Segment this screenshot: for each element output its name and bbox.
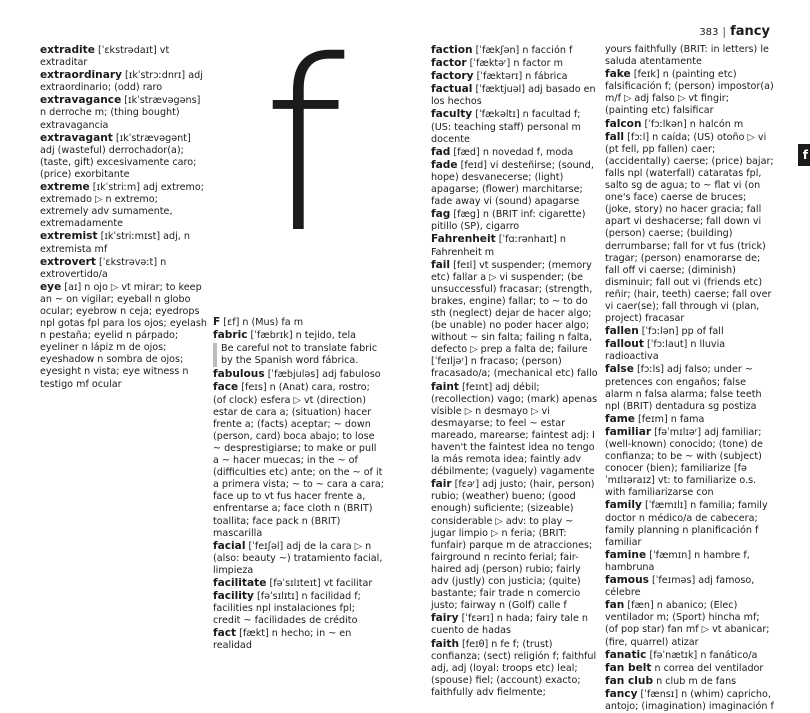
headword: extremist (40, 230, 98, 243)
dictionary-entry (40, 44, 208, 69)
definition: [fəˈsɪlɪteɪt] vt facilitar (266, 577, 373, 589)
definition: [aɪ] n ojo ▷ vt mirar; to keep an ~ on vigilar; eyeball n globo ocular; eyebrow n ceja; eyedrops npl gotas fpl para los ojos; eyelash n pestaña; eyelid n párpado; eyeliner n lápiz m de ojos; eyeshadow n sombra de ojos; eyesight n vista; eye witness n testigo mf ocular (40, 281, 207, 390)
definition: [ˈfæmɪlɪ] n familia; family doctor n médico/a de cabecera; family planning n planificación f familiar (605, 500, 768, 548)
dictionary-entry (431, 70, 601, 83)
dictionary-entry (605, 499, 775, 548)
headword: fame (605, 412, 635, 425)
headword: fabric (213, 329, 248, 342)
dictionary-entry (40, 281, 208, 391)
headword: familiar (605, 425, 652, 438)
dictionary-entry (605, 413, 775, 426)
definition: [feɪd] vi desteñirse; (sound, hope) desvanecerse; (light) apagarse; (flower) marchitarse; fade away vi (sound) apagarse (431, 159, 594, 208)
headword: fabulous (213, 368, 265, 381)
definition: [fæd] n novedad f, moda (450, 146, 574, 158)
usage-note (213, 343, 385, 367)
dictionary-entry (431, 381, 601, 479)
dictionary-entry (431, 159, 601, 208)
dictionary-entry (213, 329, 385, 342)
headword: faint (431, 380, 459, 393)
definition: [ˈfɛərɪ] n hada; fairy tale n cuento de hadas (431, 613, 589, 637)
definition: [fəˈsɪlɪtɪ] n facilidad f; facilities npl instalaciones fpl; credit ~ facilidades de crédito (213, 591, 361, 627)
dictionary-entry (605, 426, 775, 500)
headword: fan club (605, 674, 654, 687)
definition: n club m de fans (653, 675, 737, 687)
headword: facilitate (213, 576, 267, 589)
dictionary-entry (213, 540, 385, 577)
headword: fallout (605, 338, 644, 351)
definition: [fɛəʳ] adj justo; (hair, person) rubio; (weather) bueno; (good enough) suficiente; (sizeable) considerable ▷ adv: to play ~ jugar limpio ▷ n feria; (BRIT: funfair) parque m de atracciones; fairground n recinto ferial; fair-haired adj (person) rubio; fairly adv (justly) con justicia; (quite) bastante; fair trade n comercio justo; fairway n (Golf) calle f (431, 479, 595, 612)
definition: [ˈɛkstrədaɪt] vt extraditar (40, 45, 170, 69)
headword: extradite (40, 44, 95, 56)
headword: factory (431, 70, 474, 83)
definition: [ɪkˈstrævəgəns] n derroche m; (thing bought) extravagancia (40, 95, 201, 131)
dictionary-entry (605, 363, 775, 412)
headword: factor (431, 57, 467, 70)
definition: [ˈfækəltɪ] n facultad f; (US: teaching staff) personal m docente (431, 109, 581, 145)
usage-note-text: Be careful not to translate fabric by the Spanish word fábrica. (221, 343, 378, 367)
dictionary-entry (431, 478, 601, 612)
headword: fallen (605, 325, 639, 338)
definition: [fɔːl] n caída; (US) otoño ▷ vi (pt fell, pp fallen) caer; (accidentally) caerse; (price) bajar; falls npl (waterfall) cataratas fpl, salto sg de agua; to ~ flat vi (on one's face) caerse de bruces; (joke, story) no hacer gracia; fall apart vi deshacerse; fall down vi (person) caerse; (building) derrumbarse; fall for vt fus (trick) tragar; (person) enamorarse de; fall off vi caerse; (diminish) disminuir; fall out vi (friends etc) reñir; (hair, teeth) caerse; fall over vi caer(se); fall through vi (plan, project) fracasar (605, 131, 774, 325)
dictionary-entry (431, 233, 601, 258)
definition: [ɪkˈstrɔːdnrɪ] adj extraordinario; (odd) raro (40, 70, 203, 94)
headword: fad (431, 145, 451, 158)
dictionary-entry (213, 590, 385, 627)
headword: faction (431, 44, 473, 56)
definition: [ˈfeɪməs] adj famoso, célebre (605, 575, 755, 599)
dictionary-entry (605, 118, 775, 131)
headword: facility (213, 590, 254, 603)
dictionary-entry (605, 574, 775, 599)
dictionary-entry (431, 44, 601, 57)
definition: [ˈfɔːlən] pp of fall (638, 326, 724, 338)
definition: [ɪkˈstriːm] adj extremo; extremado ▷ n extremo; extremely adv sumamente, extremadamente (40, 182, 204, 230)
column-2 (213, 316, 385, 653)
dictionary-entry (431, 108, 601, 145)
headword: fail (431, 258, 451, 271)
definition: [feɪnt] adj débil; (recollection) vago; (mark) apenas visible ▷ n desmayo ▷ vi desmayarse; to feel ~ estar mareado, marearse; faintest adj: I haven't the faintest idea no tengo la más remota idea; faintly adv débilmente; (vaguely) vagamente (431, 381, 598, 478)
headword: false (605, 363, 634, 376)
headword: facial (213, 539, 246, 552)
column-1 (40, 44, 208, 391)
headword: fag (431, 208, 451, 221)
headword: famine (605, 548, 647, 561)
page-header (699, 24, 770, 39)
definition: [ˈfæmɪn] n hambre f, hambruna (605, 549, 750, 573)
dictionary-entry (431, 612, 601, 637)
headword: extravagance (40, 94, 122, 107)
header-separator: | (722, 25, 727, 38)
guide-word: fancy (730, 24, 770, 39)
dictionary-entry (40, 181, 208, 230)
headword: falcon (605, 117, 642, 130)
page-number: 383 (699, 27, 719, 38)
definition: yours faithfully (BRIT: in letters) le saluda atentamente (605, 44, 769, 68)
headword: fancy (605, 687, 638, 700)
dictionary-entry (213, 627, 385, 652)
dictionary-entry (40, 69, 208, 94)
definition: [ˈfænsɪ] n (whim) capricho, antojo; (imagination) imaginación f (605, 688, 774, 712)
definition: [fəˈnætɪk] n fanático/a (646, 649, 758, 661)
headword: family (605, 499, 642, 512)
definition: [ˈfæbjuləs] adj fabuloso (264, 369, 381, 381)
dictionary-entry (605, 44, 775, 68)
definition: [ˈfæbrɪk] n tejido, tela (247, 330, 357, 342)
headword: extrovert (40, 255, 96, 268)
headword: fact (213, 627, 237, 640)
column-4 (605, 44, 775, 713)
headword: extravagant (40, 131, 113, 144)
headword: famous (605, 574, 649, 587)
dictionary-entry (605, 599, 775, 648)
headword: F (213, 316, 221, 328)
dictionary-entry (605, 662, 775, 675)
definition: [ɪkˈstrævəgənt] adj (wasteful) derrochador(a); (taste, gift) excesivamente caro; (price) exorbitante (40, 132, 197, 180)
headword: fair (431, 478, 452, 491)
dictionary-entry (431, 208, 601, 233)
definition: [ˈfeɪʃəl] adj de la cara ▷ n (also: beauty ~) tratamiento facial, limpieza (213, 540, 383, 576)
dictionary-entry (40, 94, 208, 131)
definition: [fæg] n (BRIT inf: cigarette) pitillo (SP), cigarro (431, 209, 586, 233)
dictionary-entry (605, 338, 775, 363)
section-letter: f (262, 10, 346, 285)
headword: fake (605, 68, 631, 81)
definition: [ˈɛkstrəvəːt] n extrovertido/a (40, 256, 167, 280)
headword: eye (40, 280, 62, 293)
dictionary-entry (213, 577, 385, 590)
dictionary-entry (605, 131, 775, 326)
definition: [fæn] n abanico; (Elec) ventilador m; (Sport) hincha mf; (of pop star) fan mf ▷ vt abanicar; (fire, quarrel) atizar (605, 600, 770, 648)
definition: [ˈfɔːlaut] n lluvia radioactiva (605, 339, 726, 363)
definition: n correa del ventilador (651, 662, 764, 674)
headword: fall (605, 130, 625, 143)
headword: face (213, 381, 239, 394)
headword: fan belt (605, 661, 652, 674)
dictionary-entry (40, 132, 208, 181)
dictionary-entry (40, 256, 208, 281)
dictionary-entry (605, 549, 775, 574)
dictionary-entry (40, 230, 208, 255)
dictionary-entry (605, 325, 775, 338)
dictionary-entry (431, 57, 601, 70)
headword: fade (431, 158, 458, 171)
definition: [ˈfæktjuəl] adj basado en los hechos (431, 84, 596, 108)
definition: [feɪl] vt suspender; (memory etc) fallar a ▷ vi suspender; (be unsuccessful) fracasar; (strength, brakes, engine) fallar; to ~ to do sth (neglect) dejar de hacer algo; (be unable) no poder hacer algo; without ~ sin falta; failing n falta, defecto ▷ prep a falta de; failure [ˈfeɪljəʳ] n fracaso; (person) fracasado/a; (mechanical etc) fallo (431, 259, 598, 380)
definition: [ˈfæktəʳ] n factor m (466, 58, 563, 70)
definition: [feɪm] n fama (634, 413, 705, 425)
definition: [fəˈmɪlɪəʳ] adj familiar; (well-known) conocido; (tone) de confianza; to be ~ with (subject) conocer (bien); familiarize [fəˈmɪlɪəraɪz] vt: to familiarize o.s. with familiarizarse con (605, 426, 763, 499)
definition: [feɪs] n (Anat) cara, rostro; (of clock) esfera ▷ vt (direction) estar de cara a; (situation) hacer frente a; (facts) aceptar; ~ down (person, card) boca abajo; to lose ~ desprestigiarse; to make or pull a ~ hacer muecas; in the ~ of (difficulties etc) ante; on the ~ of it a primera vista; ~ to ~ cara a cara; face up to vt fus hacer frente a, enfrentarse a; face cloth n (BRIT) toallita; face pack n (BRIT) mascarilla (213, 382, 385, 539)
definition: [ˈfæktərɪ] n fábrica (473, 71, 568, 83)
dictionary-entry (605, 68, 775, 117)
dictionary-entry (213, 368, 385, 381)
definition: [ˈfækʃən] n facción f (472, 45, 573, 56)
dictionary-entry (605, 688, 775, 713)
definition: [ɪkˈstriːmɪst] adj, n extremista mf (40, 231, 190, 255)
definition: [fɔːls] adj falso; under ~ pretences con engaños; false alarm n falsa alarma; false teeth npl (BRIT) dentadura sg postiza (605, 364, 762, 412)
dictionary-entry (431, 83, 601, 108)
headword: fanatic (605, 648, 647, 661)
column-3 (431, 44, 601, 699)
dictionary-entry (431, 638, 601, 699)
headword: extraordinary (40, 69, 122, 82)
headword: Fahrenheit (431, 233, 496, 246)
dictionary-entry (431, 146, 601, 159)
definition: [ˈfɑːrənhaɪt] n Fahrenheit m (431, 234, 566, 258)
dictionary-entry (213, 316, 385, 329)
dictionary-entry (605, 675, 775, 688)
headword: faculty (431, 108, 473, 121)
headword: faith (431, 637, 459, 650)
headword: factual (431, 83, 473, 96)
definition: [ɛf] n (Mus) fa m (220, 317, 304, 328)
definition: [fækt] n hecho; in ~ en realidad (213, 628, 352, 652)
definition: [feɪk] n (painting etc) falsificación f; (person) impostor(a) m/f ▷ adj falso ▷ vt fingir; (painting etc) falsificar (605, 69, 774, 117)
headword: fairy (431, 612, 459, 625)
dictionary-entry (605, 649, 775, 662)
definition: [feɪθ] n fe f; (trust) confianza; (sect) religión f; faithful adj, adj (loyal: troops etc) leal; (spouse) fiel; (account) exacto; faithfully adv fielmente; (431, 638, 597, 698)
thumb-index-tab: f (798, 144, 810, 166)
headword: fan (605, 599, 625, 612)
dictionary-entry (431, 259, 601, 381)
headword: extreme (40, 181, 90, 194)
dictionary-entry (213, 381, 385, 539)
definition: [ˈfɔːlkən] n halcón m (641, 118, 744, 130)
